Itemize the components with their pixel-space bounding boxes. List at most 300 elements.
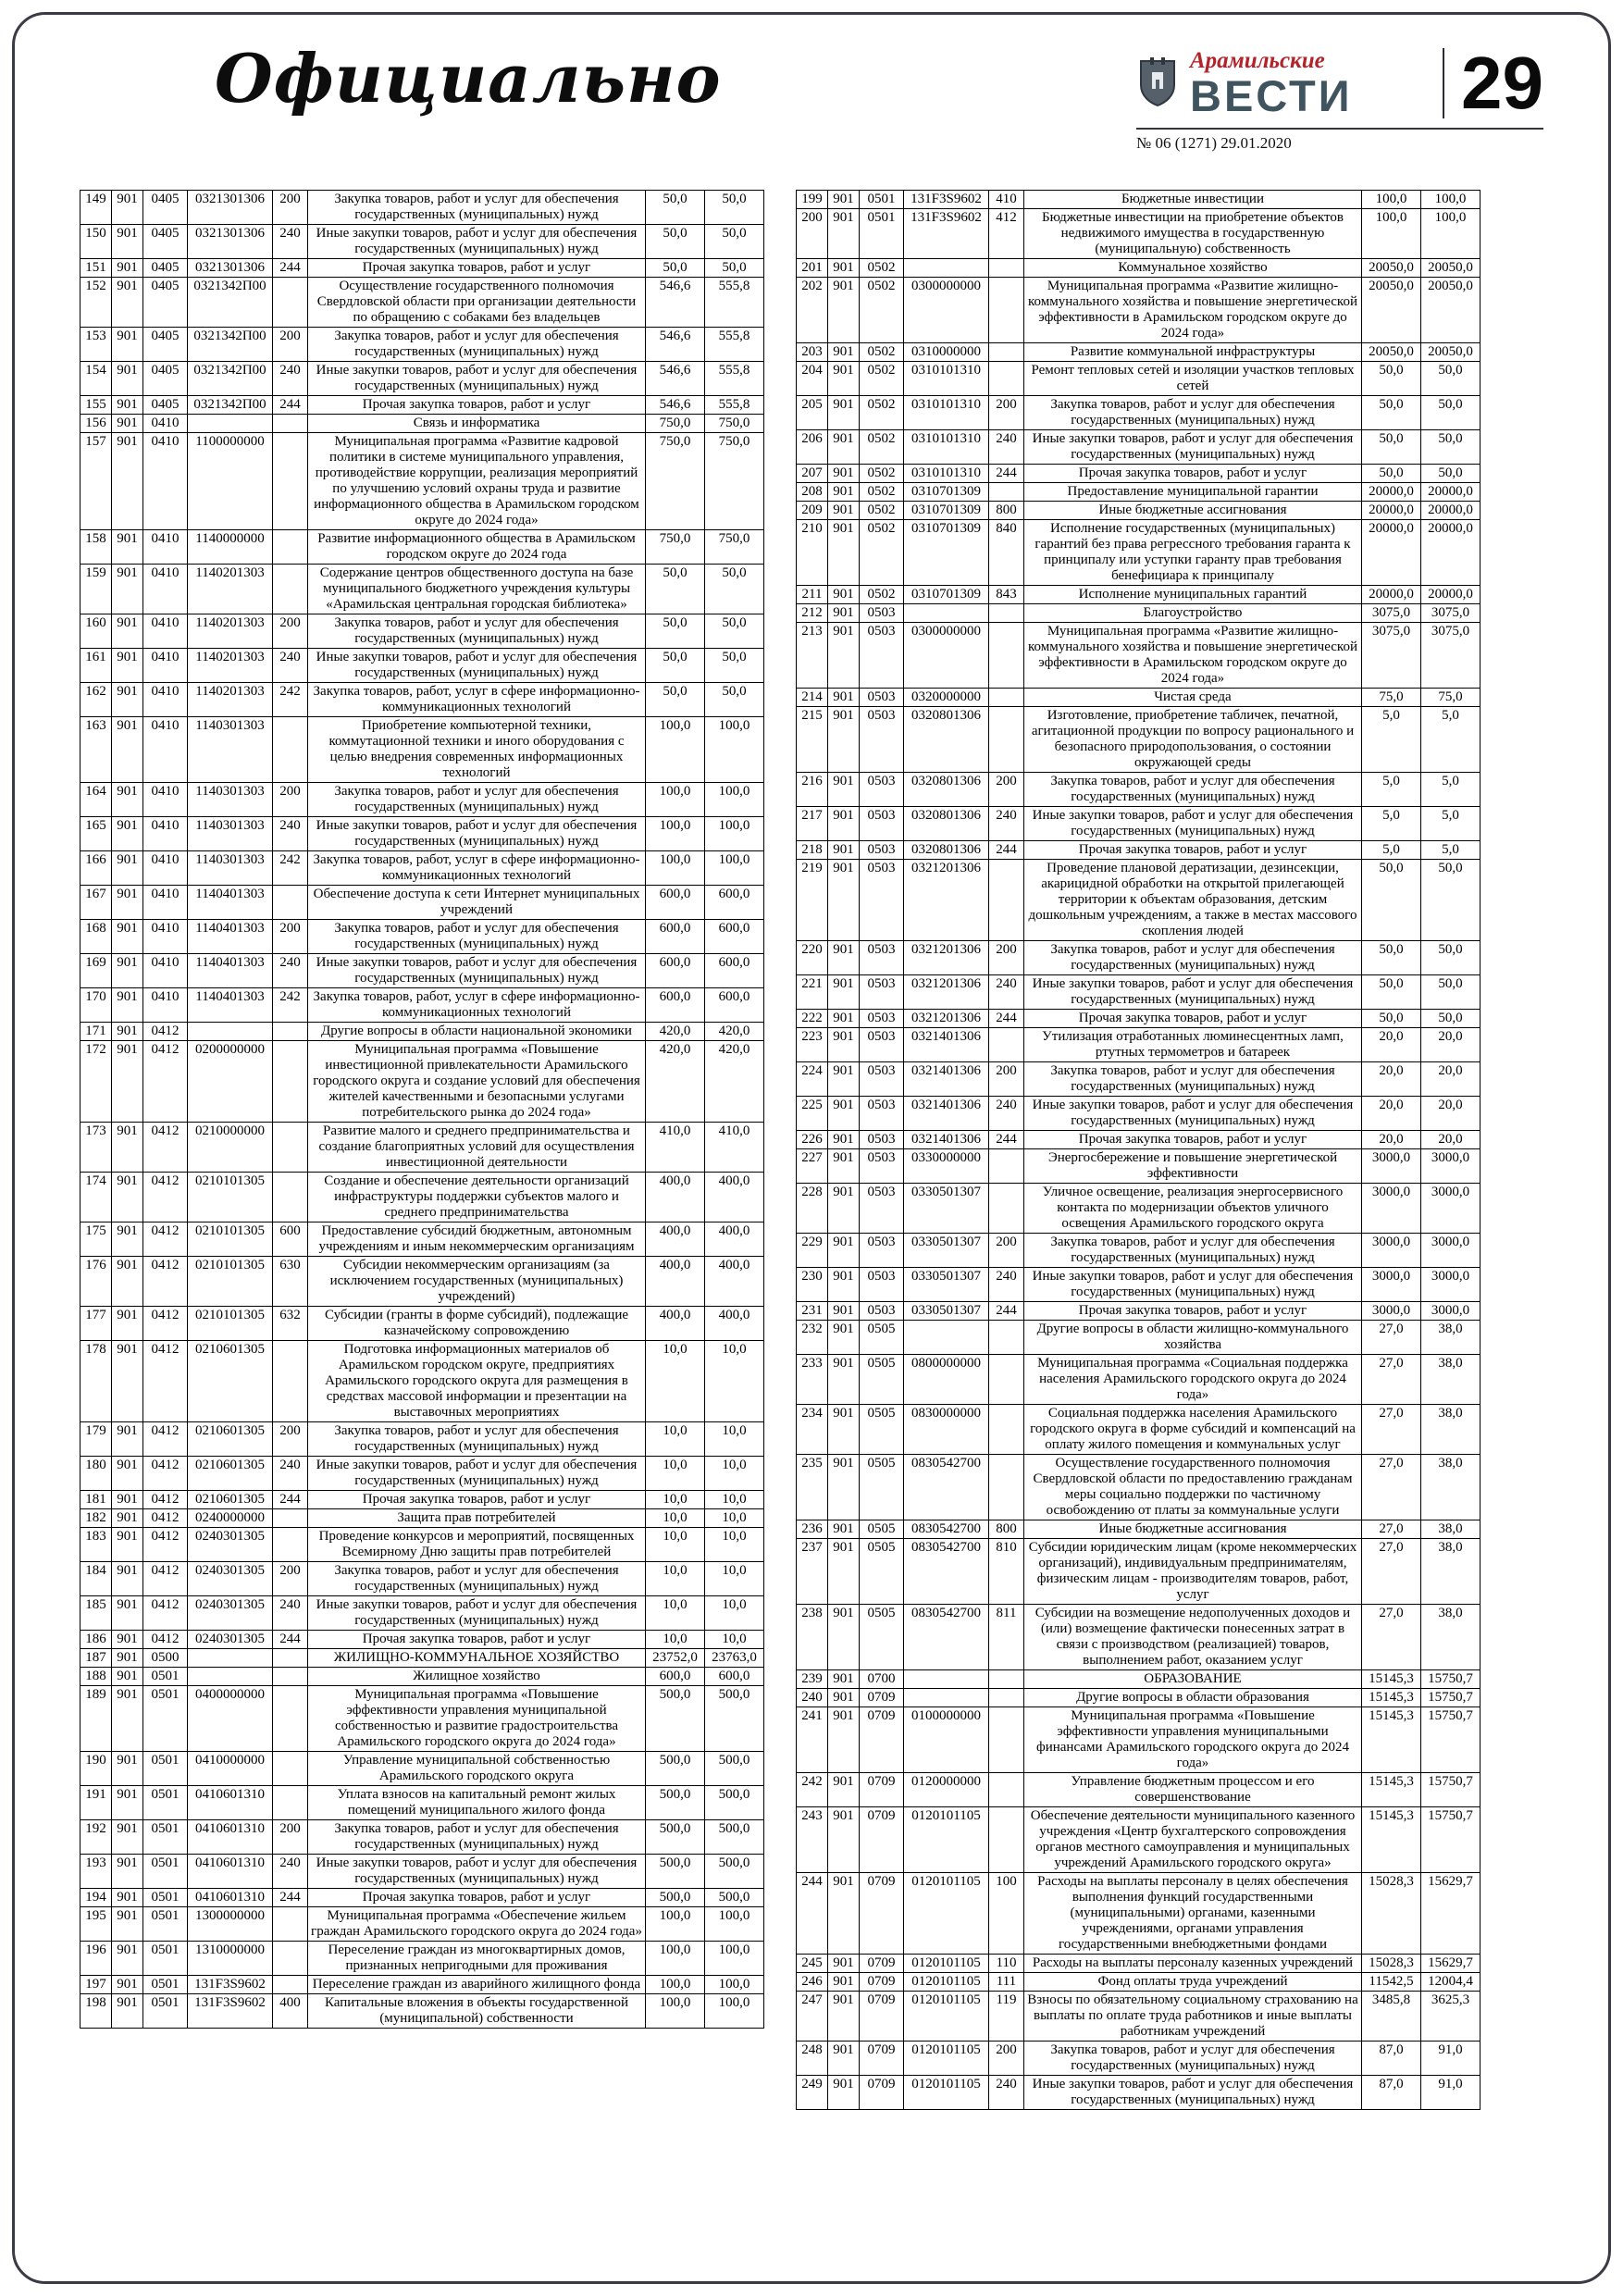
amount-year2-cell: 50,0	[705, 565, 764, 614]
expense-name-cell: Субсидии юридическим лицам (кроме некоммерческих организаций), индивидуальным предпринимателям, физическим лицам - производителям товаров, работ, услуг	[1024, 1539, 1362, 1605]
row-number-cell: 181	[81, 1491, 112, 1509]
amount-year1-cell: 10,0	[646, 1596, 705, 1631]
admin-code-cell: 901	[828, 841, 860, 860]
amount-year2-cell: 500,0	[705, 1855, 764, 1889]
expense-name-cell: Коммунальное хозяйство	[1024, 259, 1362, 278]
row-number-cell: 172	[81, 1041, 112, 1123]
target-article-cell	[188, 1649, 273, 1668]
amount-year2-cell: 100,0	[1421, 209, 1481, 259]
target-article-cell: 0240301305	[188, 1631, 273, 1649]
target-article-cell: 0321201306	[904, 975, 989, 1010]
expense-name-cell: Предоставление муниципальной гарантии	[1024, 483, 1362, 502]
target-article-cell: 1100000000	[188, 433, 273, 530]
masthead	[1136, 42, 1543, 153]
budget-row	[81, 1889, 764, 1907]
expense-name-cell: Развитие информационного общества в Арамильском городском округе до 2024 года	[308, 530, 646, 565]
admin-code-cell: 901	[112, 415, 143, 433]
target-article-cell: 0310101310	[904, 430, 989, 465]
budget-row	[81, 1596, 764, 1631]
row-number-cell: 202	[797, 278, 828, 343]
target-article-cell: 1140301303	[188, 783, 273, 817]
expense-kind-cell: 200	[989, 2042, 1024, 2076]
target-article-cell	[904, 259, 989, 278]
expense-name-cell: Бюджетные инвестиции	[1024, 191, 1362, 209]
section-code-cell: 0503	[860, 1028, 904, 1062]
section-code-cell: 0412	[143, 1528, 188, 1562]
row-number-cell: 218	[797, 841, 828, 860]
budget-row	[797, 1807, 1481, 1873]
amount-year2-cell: 20000,0	[1421, 586, 1481, 604]
expense-name-cell: Проведение конкурсов и мероприятий, посвященных Всемирному Дню защиты прав потребителей	[308, 1528, 646, 1562]
target-article-cell: 1140301303	[188, 817, 273, 851]
expense-kind-cell: 244	[989, 1131, 1024, 1149]
target-article-cell: 0320000000	[904, 689, 989, 707]
amount-year1-cell: 15145,3	[1362, 1773, 1421, 1807]
budget-row	[81, 1631, 764, 1649]
amount-year2-cell: 20050,0	[1421, 278, 1481, 343]
amount-year1-cell: 546,6	[646, 278, 705, 328]
row-number-cell: 233	[797, 1355, 828, 1405]
row-number-cell: 158	[81, 530, 112, 565]
budget-row	[81, 1994, 764, 2029]
admin-code-cell: 901	[112, 259, 143, 278]
expense-kind-cell: 244	[989, 841, 1024, 860]
amount-year1-cell: 27,0	[1362, 1605, 1421, 1670]
expense-kind-cell: 200	[989, 1062, 1024, 1097]
admin-code-cell: 901	[112, 988, 143, 1023]
admin-code-cell: 901	[828, 773, 860, 807]
expense-kind-cell: 100	[989, 1873, 1024, 1955]
target-article-cell: 0120101105	[904, 1873, 989, 1955]
section-code-cell: 0501	[143, 1942, 188, 1976]
target-article-cell: 0321201306	[904, 941, 989, 975]
admin-code-cell: 901	[828, 1010, 860, 1028]
amount-year1-cell: 410,0	[646, 1123, 705, 1173]
section-code-cell: 0505	[860, 1355, 904, 1405]
amount-year1-cell: 15028,3	[1362, 1955, 1421, 1973]
amount-year1-cell: 20,0	[1362, 1097, 1421, 1131]
budget-row	[797, 191, 1481, 209]
amount-year2-cell: 15750,7	[1421, 1773, 1481, 1807]
budget-row	[81, 817, 764, 851]
amount-year1-cell: 10,0	[646, 1422, 705, 1457]
expense-name-cell: Прочая закупка товаров, работ и услуг	[308, 1631, 646, 1649]
budget-row	[81, 1752, 764, 1786]
budget-row	[797, 1184, 1481, 1234]
section-code-cell: 0501	[143, 1820, 188, 1855]
expense-kind-cell	[273, 415, 308, 433]
admin-code-cell: 901	[828, 483, 860, 502]
row-number-cell: 236	[797, 1520, 828, 1539]
admin-code-cell: 901	[112, 954, 143, 988]
budget-row	[797, 975, 1481, 1010]
admin-code-cell: 901	[112, 1023, 143, 1041]
expense-name-cell: Социальная поддержка населения Арамильского городского округа в форме субсидий и компенсаций на оплату жилого помещения и коммунальных услуг	[1024, 1405, 1362, 1455]
row-number-cell: 226	[797, 1131, 828, 1149]
budget-row	[81, 920, 764, 954]
row-number-cell: 188	[81, 1668, 112, 1686]
section-code-cell: 0501	[143, 1976, 188, 1994]
row-number-cell: 153	[81, 328, 112, 362]
admin-code-cell: 901	[112, 1994, 143, 2029]
target-article-cell: 0310701309	[904, 502, 989, 520]
budget-row	[797, 707, 1481, 773]
expense-kind-cell: 244	[273, 396, 308, 415]
row-number-cell: 242	[797, 1773, 828, 1807]
amount-year1-cell: 3000,0	[1362, 1234, 1421, 1268]
row-number-cell: 154	[81, 362, 112, 396]
expense-kind-cell: 240	[273, 649, 308, 683]
row-number-cell: 205	[797, 396, 828, 430]
expense-kind-cell	[989, 362, 1024, 396]
budget-row	[81, 1422, 764, 1457]
target-article-cell: 0410000000	[188, 1752, 273, 1786]
target-article-cell: 0120101105	[904, 1973, 989, 1992]
expense-name-cell: Иные закупки товаров, работ и услуг для обеспечения государственных (муниципальных) нужд	[308, 225, 646, 259]
section-code-cell: 0501	[860, 191, 904, 209]
amount-year1-cell: 500,0	[646, 1686, 705, 1752]
amount-year2-cell: 750,0	[705, 433, 764, 530]
budget-row	[797, 604, 1481, 623]
expense-kind-cell: 840	[989, 520, 1024, 586]
amount-year1-cell: 27,0	[1362, 1405, 1421, 1455]
amount-year2-cell: 750,0	[705, 415, 764, 433]
budget-row	[81, 1257, 764, 1307]
admin-code-cell: 901	[112, 920, 143, 954]
amount-year1-cell: 420,0	[646, 1023, 705, 1041]
target-article-cell: 0210601305	[188, 1422, 273, 1457]
budget-row	[797, 1405, 1481, 1455]
admin-code-cell: 901	[112, 433, 143, 530]
amount-year2-cell: 38,0	[1421, 1321, 1481, 1355]
admin-code-cell: 901	[828, 1773, 860, 1807]
budget-row	[797, 1455, 1481, 1520]
row-number-cell: 160	[81, 614, 112, 649]
section-code-cell: 0501	[143, 1668, 188, 1686]
expense-name-cell: Обеспечение деятельности муниципального казенного учреждения «Центр бухгалтерского сопровождения органов местного самоуправления и муниципальных учреждений Арамильского городского округа»	[1024, 1807, 1362, 1873]
target-article-cell: 0321342П00	[188, 278, 273, 328]
target-article-cell: 0210601305	[188, 1457, 273, 1491]
amount-year1-cell: 10,0	[646, 1457, 705, 1491]
amount-year2-cell: 50,0	[705, 614, 764, 649]
row-number-cell: 231	[797, 1302, 828, 1321]
row-number-cell: 241	[797, 1707, 828, 1773]
budget-row	[797, 1010, 1481, 1028]
expense-name-cell: Расходы на выплаты персоналу в целях обеспечения выполнения функций государственными (муниципальными) органами, казенными учреждениями, органами управления государственными внебюджетными фондами	[1024, 1873, 1362, 1955]
section-code-cell: 0410	[143, 817, 188, 851]
expense-name-cell: Прочая закупка товаров, работ и услуг	[1024, 465, 1362, 483]
target-article-cell: 0120101105	[904, 1992, 989, 2042]
expense-kind-cell	[989, 1689, 1024, 1707]
admin-code-cell: 901	[828, 941, 860, 975]
expense-name-cell: Подготовка информационных материалов об Арамильском городском округе, предприятиях Арамильского городского округа для размещения в средствах массовой информации и презентации на выставочных мероприятиях	[308, 1341, 646, 1422]
section-code-cell: 0502	[860, 430, 904, 465]
amount-year1-cell: 23752,0	[646, 1649, 705, 1668]
section-code-cell: 0709	[860, 1992, 904, 2042]
section-code-cell: 0709	[860, 2042, 904, 2076]
amount-year1-cell: 50,0	[1362, 975, 1421, 1010]
masthead-divider	[1443, 48, 1444, 118]
section-code-cell: 0501	[143, 1889, 188, 1907]
amount-year1-cell: 500,0	[646, 1786, 705, 1820]
expense-kind-cell: 240	[989, 975, 1024, 1010]
target-article-cell	[188, 1023, 273, 1041]
amount-year2-cell: 75,0	[1421, 689, 1481, 707]
amount-year1-cell: 3000,0	[1362, 1268, 1421, 1302]
target-article-cell: 1140401303	[188, 988, 273, 1023]
row-number-cell: 184	[81, 1562, 112, 1596]
amount-year2-cell: 600,0	[705, 886, 764, 920]
amount-year1-cell: 10,0	[646, 1509, 705, 1528]
expense-name-cell: Прочая закупка товаров, работ и услуг	[1024, 1131, 1362, 1149]
amount-year1-cell: 100,0	[1362, 191, 1421, 209]
expense-name-cell: Муниципальная программа «Развитие жилищно-коммунального хозяйства и повышение энергетической эффективности в Арамильском городском округе до 2024 года»	[1024, 623, 1362, 689]
target-article-cell: 0321342П00	[188, 328, 273, 362]
row-number-cell: 183	[81, 1528, 112, 1562]
admin-code-cell: 901	[112, 1307, 143, 1341]
target-article-cell: 1140201303	[188, 649, 273, 683]
amount-year2-cell: 100,0	[705, 1976, 764, 1994]
target-article-cell: 0410601310	[188, 1855, 273, 1889]
expense-name-cell: Закупка товаров, работ и услуг для обеспечения государственных (муниципальных) нужд	[1024, 1062, 1362, 1097]
target-article-cell: 1300000000	[188, 1907, 273, 1942]
row-number-cell: 196	[81, 1942, 112, 1976]
section-code-cell: 0709	[860, 2076, 904, 2110]
row-number-cell: 176	[81, 1257, 112, 1307]
budget-row	[797, 1062, 1481, 1097]
amount-year2-cell: 10,0	[705, 1422, 764, 1457]
admin-code-cell: 901	[828, 1992, 860, 2042]
row-number-cell: 227	[797, 1149, 828, 1184]
row-number-cell: 166	[81, 851, 112, 886]
amount-year1-cell: 500,0	[646, 1889, 705, 1907]
budget-row	[797, 278, 1481, 343]
amount-year1-cell: 100,0	[646, 1976, 705, 1994]
expense-name-cell: Прочая закупка товаров, работ и услуг	[308, 396, 646, 415]
expense-kind-cell	[273, 565, 308, 614]
admin-code-cell: 901	[828, 1062, 860, 1097]
section-code-cell: 0410	[143, 988, 188, 1023]
amount-year2-cell: 50,0	[705, 683, 764, 717]
row-number-cell: 219	[797, 860, 828, 941]
expense-kind-cell: 200	[273, 1820, 308, 1855]
target-article-cell: 0330501307	[904, 1234, 989, 1268]
amount-year2-cell: 23763,0	[705, 1649, 764, 1668]
budget-row	[797, 1028, 1481, 1062]
budget-row	[797, 430, 1481, 465]
amount-year1-cell: 27,0	[1362, 1321, 1421, 1355]
row-number-cell: 210	[797, 520, 828, 586]
row-number-cell: 208	[797, 483, 828, 502]
expense-kind-cell	[273, 1509, 308, 1528]
amount-year2-cell: 3000,0	[1421, 1302, 1481, 1321]
amount-year2-cell: 100,0	[705, 1942, 764, 1976]
expense-name-cell: Закупка товаров, работ и услуг для обеспечения государственных (муниципальных) нужд	[308, 191, 646, 225]
amount-year1-cell: 20000,0	[1362, 502, 1421, 520]
target-article-cell: 0321342П00	[188, 362, 273, 396]
budget-row	[81, 1222, 764, 1257]
section-code-cell: 0412	[143, 1422, 188, 1457]
section-code-cell: 0709	[860, 1689, 904, 1707]
section-code-cell: 0502	[860, 396, 904, 430]
budget-row	[81, 649, 764, 683]
amount-year1-cell: 5,0	[1362, 773, 1421, 807]
amount-year1-cell: 10,0	[646, 1562, 705, 1596]
section-code-cell: 0410	[143, 530, 188, 565]
section-code-cell: 0410	[143, 851, 188, 886]
amount-year2-cell: 12004,4	[1421, 1973, 1481, 1992]
section-code-cell: 0502	[860, 278, 904, 343]
amount-year1-cell: 3075,0	[1362, 604, 1421, 623]
amount-year2-cell: 5,0	[1421, 807, 1481, 841]
budget-row	[81, 1855, 764, 1889]
expense-kind-cell	[273, 1649, 308, 1668]
expense-name-cell: Приобретение компьютерной техники, коммутационной техники и иного оборудования с целью внедрения современных информационных технологий	[308, 717, 646, 783]
expense-kind-cell	[989, 1355, 1024, 1405]
amount-year2-cell: 100,0	[705, 1994, 764, 2029]
amount-year1-cell: 20000,0	[1362, 520, 1421, 586]
expense-name-cell: Развитие малого и среднего предпринимательства и создание благоприятных условий для осуществления инвестиционной деятельности	[308, 1123, 646, 1173]
amount-year1-cell: 100,0	[646, 1942, 705, 1976]
amount-year1-cell: 27,0	[1362, 1520, 1421, 1539]
amount-year2-cell: 555,8	[705, 278, 764, 328]
amount-year1-cell: 50,0	[646, 614, 705, 649]
budget-row	[81, 1942, 764, 1976]
budget-row	[797, 520, 1481, 586]
budget-row	[81, 225, 764, 259]
expense-kind-cell: 240	[273, 817, 308, 851]
amount-year2-cell: 20,0	[1421, 1131, 1481, 1149]
target-article-cell	[904, 1670, 989, 1689]
expense-name-cell: Осуществление государственного полномочия Свердловской области при организации деятельности по обращению с собаками без владельцев	[308, 278, 646, 328]
amount-year1-cell: 3000,0	[1362, 1149, 1421, 1184]
admin-code-cell: 901	[828, 191, 860, 209]
expense-kind-cell: 200	[989, 396, 1024, 430]
target-article-cell: 0321342П00	[188, 396, 273, 415]
amount-year1-cell: 5,0	[1362, 807, 1421, 841]
row-number-cell: 230	[797, 1268, 828, 1302]
admin-code-cell: 901	[828, 586, 860, 604]
expense-kind-cell	[989, 1321, 1024, 1355]
admin-code-cell: 901	[828, 1539, 860, 1605]
section-code-cell: 0505	[860, 1455, 904, 1520]
section-code-cell: 0412	[143, 1631, 188, 1649]
admin-code-cell: 901	[828, 1605, 860, 1670]
target-article-cell: 0410601310	[188, 1786, 273, 1820]
section-code-cell: 0503	[860, 604, 904, 623]
amount-year2-cell: 5,0	[1421, 707, 1481, 773]
amount-year2-cell: 20000,0	[1421, 520, 1481, 586]
target-article-cell: 0310101310	[904, 362, 989, 396]
section-code-cell: 0412	[143, 1491, 188, 1509]
amount-year1-cell: 600,0	[646, 886, 705, 920]
section-code-cell: 0405	[143, 225, 188, 259]
amount-year1-cell: 100,0	[1362, 209, 1421, 259]
admin-code-cell: 901	[828, 1520, 860, 1539]
expense-name-cell: Закупка товаров, работ и услуг для обеспечения государственных (муниципальных) нужд	[1024, 1234, 1362, 1268]
admin-code-cell: 901	[828, 1097, 860, 1131]
expense-name-cell: Иные закупки товаров, работ и услуг для обеспечения государственных (муниципальных) нужд	[308, 1457, 646, 1491]
admin-code-cell: 901	[112, 1752, 143, 1786]
admin-code-cell: 901	[112, 1341, 143, 1422]
budget-row	[797, 860, 1481, 941]
expense-kind-cell: 811	[989, 1605, 1024, 1670]
amount-year2-cell: 15750,7	[1421, 1689, 1481, 1707]
expense-kind-cell: 240	[989, 807, 1024, 841]
amount-year2-cell: 38,0	[1421, 1405, 1481, 1455]
target-article-cell: 0310701309	[904, 520, 989, 586]
admin-code-cell: 901	[828, 259, 860, 278]
expense-kind-cell: 200	[273, 328, 308, 362]
section-code-cell: 0502	[860, 362, 904, 396]
section-code-cell: 0505	[860, 1605, 904, 1670]
expense-kind-cell	[273, 278, 308, 328]
expense-name-cell: Иные закупки товаров, работ и услуг для обеспечения государственных (муниципальных) нужд	[1024, 430, 1362, 465]
row-number-cell: 162	[81, 683, 112, 717]
section-code-cell: 0410	[143, 920, 188, 954]
section-code-cell: 0412	[143, 1023, 188, 1041]
expense-name-cell: Муниципальная программа «Повышение инвестиционной привлекательности Арамильского городского округа и создание условий для обеспечения жителей качественными и безопасными услугами потребительского рынка до 2024 года»	[308, 1041, 646, 1123]
expense-name-cell: Иные бюджетные ассигнования	[1024, 1520, 1362, 1539]
row-number-cell: 187	[81, 1649, 112, 1668]
admin-code-cell: 901	[112, 717, 143, 783]
row-number-cell: 216	[797, 773, 828, 807]
admin-code-cell: 901	[112, 1491, 143, 1509]
row-number-cell: 192	[81, 1820, 112, 1855]
row-number-cell: 244	[797, 1873, 828, 1955]
section-code-cell: 0412	[143, 1307, 188, 1341]
admin-code-cell: 901	[112, 1173, 143, 1222]
expense-name-cell: Иные закупки товаров, работ и услуг для обеспечения государственных (муниципальных) нужд	[1024, 807, 1362, 841]
target-article-cell: 0320801306	[904, 707, 989, 773]
admin-code-cell: 901	[112, 1976, 143, 1994]
expense-kind-cell: 600	[273, 1222, 308, 1257]
expense-kind-cell: 200	[273, 614, 308, 649]
admin-code-cell: 901	[828, 209, 860, 259]
amount-year2-cell: 500,0	[705, 1889, 764, 1907]
amount-year2-cell: 420,0	[705, 1023, 764, 1041]
budget-row	[797, 1955, 1481, 1973]
section-code-cell: 0410	[143, 683, 188, 717]
expense-name-cell: Связь и информатика	[308, 415, 646, 433]
expense-kind-cell: 810	[989, 1539, 1024, 1605]
amount-year2-cell: 3000,0	[1421, 1149, 1481, 1184]
amount-year1-cell: 87,0	[1362, 2042, 1421, 2076]
admin-code-cell: 901	[828, 975, 860, 1010]
amount-year1-cell: 50,0	[1362, 362, 1421, 396]
expense-kind-cell	[273, 1023, 308, 1041]
budget-row	[797, 1355, 1481, 1405]
admin-code-cell: 901	[828, 502, 860, 520]
row-number-cell: 174	[81, 1173, 112, 1222]
row-number-cell: 186	[81, 1631, 112, 1649]
amount-year1-cell: 27,0	[1362, 1355, 1421, 1405]
section-code-cell: 0709	[860, 1807, 904, 1873]
budget-row	[81, 1528, 764, 1562]
amount-year1-cell: 600,0	[646, 920, 705, 954]
target-article-cell: 0310701309	[904, 483, 989, 502]
target-article-cell: 0830542700	[904, 1605, 989, 1670]
expense-kind-cell	[989, 1707, 1024, 1773]
amount-year1-cell: 500,0	[646, 1752, 705, 1786]
admin-code-cell: 901	[112, 225, 143, 259]
expense-kind-cell: 242	[273, 988, 308, 1023]
expense-name-cell: Исполнение государственных (муниципальных) гарантий без права регрессного требования гаранта к принципалу или уступки гаранту прав требования бенефициара к принципалу	[1024, 520, 1362, 586]
admin-code-cell: 901	[828, 1955, 860, 1973]
section-code-cell: 0503	[860, 941, 904, 975]
amount-year2-cell: 50,0	[1421, 860, 1481, 941]
amount-year2-cell: 10,0	[705, 1491, 764, 1509]
